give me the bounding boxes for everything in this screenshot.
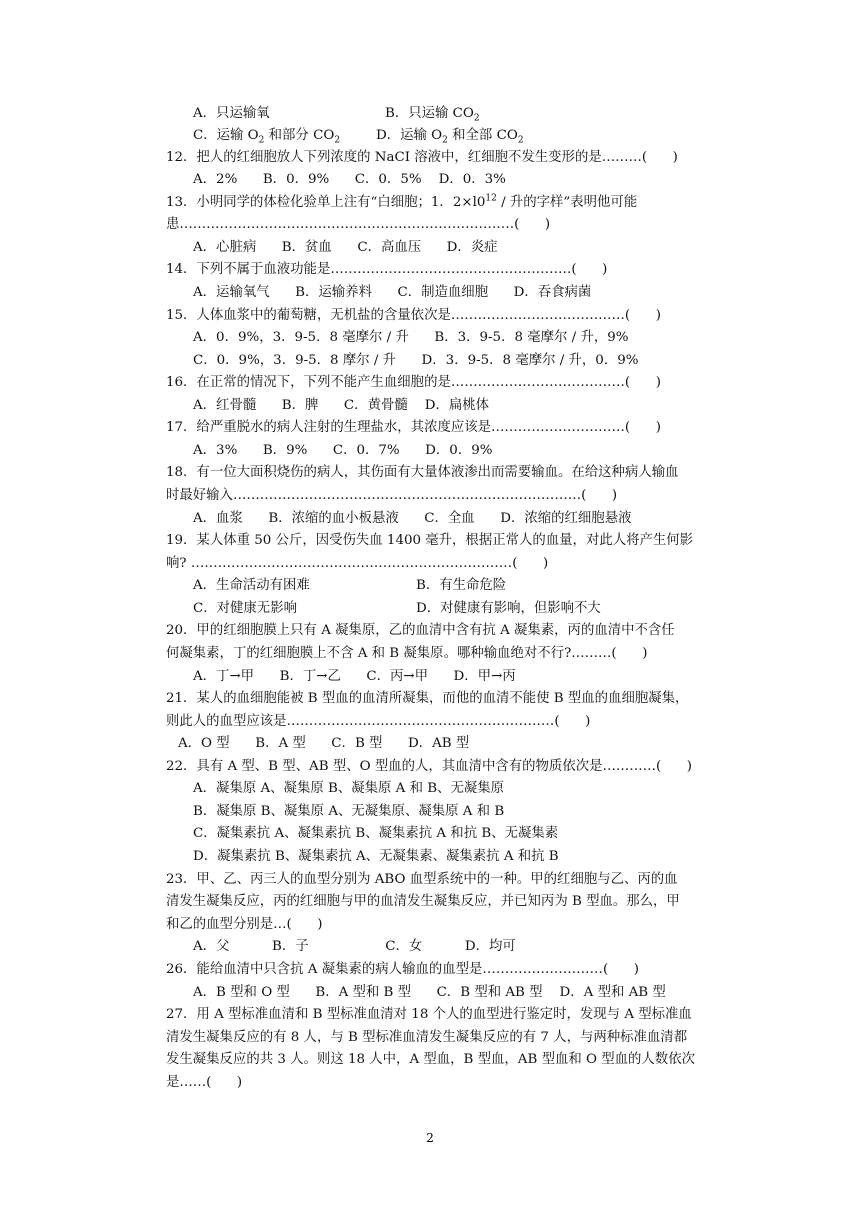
q13-stem-line2: 患…………………………………………………………………( ): [166, 217, 551, 232]
q27-stem-line4: 是……( ): [166, 1075, 243, 1090]
q22-option-d: D．凝集素抗 B、凝集素抗 A、无凝集素、凝集素抗 A 和抗 B: [193, 849, 559, 864]
q22-option-b: B．凝集原 B、凝集原 A、无凝集原、凝集原 A 和 B: [193, 804, 505, 819]
q19-option-c: C．对健康无影响: [193, 601, 297, 616]
q12-stem: 12．把人的红细胞放人下列浓度的 NaCI 溶液中，红细胞不发生变形的是………( ): [166, 150, 678, 165]
q19-option-b: B．有生命危险: [416, 578, 507, 593]
q16-options: A．红骨髓 B．脾 C．黄骨髓 D．扁桃体: [193, 398, 490, 413]
q15-stem: 15．人体血浆中的葡萄糖，无机盐的含量依次是…………………………………( ): [166, 308, 661, 323]
q26-stem: 26．能给血清中只含抗 A 凝集素的病人输血的血型是………………………( ): [166, 962, 639, 977]
q17-options: A．3% B．9% C．0．7% D．0．9%: [193, 443, 493, 458]
q21-stem-line2: 则此人的血型应该是……………………………………………………( ): [166, 714, 591, 729]
q12-options: A．2% B．0．9% C．0．5% D．0．3%: [193, 172, 506, 187]
q23-stem-line3: 和乙的血型分别是…( ): [166, 917, 323, 932]
q27-stem-line3: 发生凝集反应的共 3 人。则这 18 人中，A 型血，B 型血，AB 型血和 O 型血的人数依次: [166, 1052, 695, 1067]
q20-stem-line1: 20．甲的红细胞膜上只有 A 凝集原，乙的血清中含有抗 A 凝集素，丙的血清中不含任: [166, 623, 675, 638]
q18-stem-line2: 时最好输入……………………………………………………………………( ): [166, 488, 618, 503]
q22-option-c: C．凝集素抗 A、凝集素抗 B、凝集素抗 A 和抗 B、无凝集素: [193, 826, 559, 841]
q26-options: A．B 型和 O 型 B．A 型和 B 型 C．B 型和 AB 型 D．A 型和 AB 型: [193, 985, 666, 1000]
q23-options: A．父 B．子 C．女 D．均可: [193, 939, 516, 954]
q20-stem-line2: 何凝集素，丁的红细胞膜上不含 A 和 B 凝集原。哪种输血绝对不行?………( ): [166, 646, 648, 661]
q13-options: A．心脏病 B．贫血 C．高血压 D．炎症: [193, 240, 498, 255]
q19-option-d: D．对健康有影响，但影响不大: [416, 601, 601, 616]
q15-options-row1: A．0．9%，3．9-5．8 毫摩尔 / 升 B．3．9-5．8 毫摩尔 / 升，9%: [193, 330, 629, 345]
page-number: 2: [426, 1130, 434, 1145]
q18-stem-line1: 18．有一位大面积烧伤的病人，其伤面有大量体液渗出而需要输血。在给这种病人输血: [166, 465, 679, 480]
q27-stem-line2: 清发生凝集反应的有 8 人，与 B 型标准血清发生凝集反应的有 7 人，与两种标准血清都: [166, 1030, 688, 1045]
q11-option-a: A．只运输氧: [193, 106, 270, 121]
q13-stem-line1: 13．小明同学的体检化验单上注有“白细胞；1．$2\times l0^{12}$ / 升的字样”表明他可能: [166, 193, 638, 210]
q14-options: A．运输氧气 B．运输养料 C．制造血细胞 D．吞食病菌: [193, 285, 592, 300]
q14-stem: 14．下列不属于血液功能是………………………………………………( ): [166, 262, 608, 277]
q16-stem: 16．在正常的情况下，下列不能产生血细胞的是…………………………………( ): [166, 375, 661, 390]
q17-stem: 17．给严重脱水的病人注射的生理盐水，其浓度应该是…………………………( ): [166, 420, 661, 435]
q22-stem: 22．具有 A 型、B 型、AB 型、O 型血的人，其血清中含有的物质依次是…………( ): [166, 759, 693, 774]
q18-options: A．血浆 B．浓缩的血小板悬液 C．全血 D．浓缩的红细胞悬液: [193, 511, 632, 526]
q11-option-c: C．运输 $O_2$ 和部分 $CO_2$: [193, 128, 341, 146]
q11-option-d: D．运输 $O_2$ 和全部 $CO_2$: [376, 128, 524, 146]
q22-option-a: A．凝集原 A、凝集原 B、凝集原 A 和 B、无凝集原: [193, 781, 505, 796]
q19-stem-line2: 响? ………………………………………………………………( ): [166, 556, 549, 571]
q20-options: A．丁→甲 B．丁→乙 C．丙→甲 D．甲→丙: [193, 669, 516, 684]
q21-options: A．O 型 B．A 型 C．B 型 D．AB 型: [178, 736, 470, 751]
q23-stem-line2: 清发生凝集反应，丙的红细胞与甲的血清发生凝集反应，并已知丙为 B 型血。那么，甲: [166, 894, 680, 909]
q27-stem-line1: 27．用 A 型标准血清和 B 型标准血清对 18 个人的血型进行鉴定时，发现与 A 型标准血: [166, 1007, 692, 1022]
q11-option-b: B．只运输 $CO_2$: [385, 106, 480, 124]
q19-stem-line1: 19．某人体重 50 公斤，因受伤失血 1400 毫升，根据正常人的血量，对此人将产生何影: [166, 533, 694, 548]
q23-stem-line1: 23．甲、乙、丙三人的血型分别为 ABO 血型系统中的一种。甲的红细胞与乙、丙的血: [166, 872, 678, 887]
q19-option-a: A．生命活动有困难: [193, 578, 310, 593]
q21-stem-line1: 21．某人的血细胞能被 B 型血的血清所凝集，而他的血清不能使 B 型血的血细胞凝集，: [166, 691, 689, 706]
q15-options-row2: C．0．9%，3．9-5．8 摩尔 / 升 D．3．9-5．8 毫摩尔 / 升，0．9%: [193, 353, 639, 368]
